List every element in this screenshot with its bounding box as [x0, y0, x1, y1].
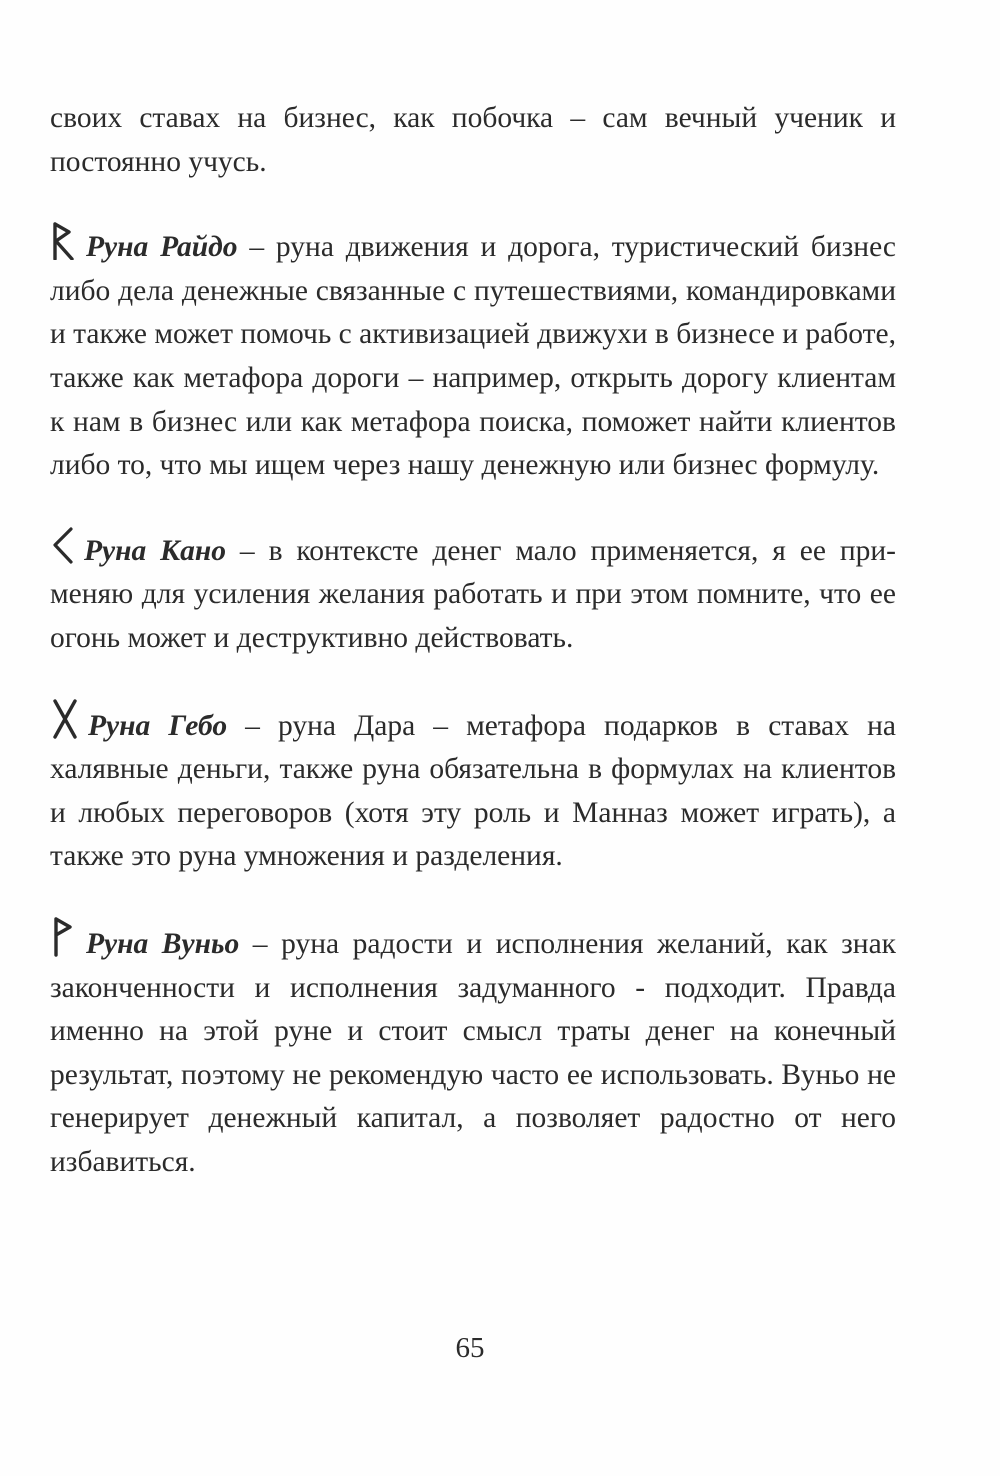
- wunjo-rune-description: – руна радости и исполнения желаний, как знак законченности и исполнения задуманного - подходит. Правда именно на этой руне и стоит смысл траты денег на конечный результат, поэтому не рекомендую часто ее использовать. Вуньо не генерирует денежный капитал, а позволяет радостно от него избавиться.: [50, 927, 897, 1178]
- raido-paragraph: [50, 222, 896, 488]
- raido-rune-description: – руна движения и дорога, туристический бизнес либо дела денежные связанные с путешествиями, командировками и также может помочь с активизацией движухи в бизнесе и работе, также как метафора дороги – например, открыть дорогу клиентам к нам в бизнес или как метафора поиска, поможет найти клиентов либо то, что мы ищем через нашу денежную или бизнес формулу.: [50, 231, 896, 482]
- raido-rune-icon: [50, 222, 78, 260]
- page-content: [50, 97, 896, 1222]
- kano-paragraph: [50, 526, 896, 661]
- raido-rune-name: Руна Райдо: [86, 231, 238, 264]
- gebo-rune-icon: [50, 699, 80, 739]
- wunjo-paragraph: [50, 917, 896, 1185]
- gebo-rune-name: Руна Гебо: [88, 709, 228, 742]
- kano-rune-name: Руна Кано: [84, 534, 227, 567]
- wunjo-rune-name: Руна Вуньо: [86, 927, 240, 960]
- page-number: 65: [455, 1332, 485, 1364]
- kano-rune-description: – в контексте денег мало применяется, я ее применяю для усиления желания работать и при этом помните, что ее огонь может и деструктивно действовать.: [50, 534, 896, 654]
- gebo-rune-description: – руна Дара – метафора подарков в ставах на халявные деньги, также руна обязательна в формулах на клиентов и любых переговоров (хотя эту роль и Манназ может играть), а также это руна умножения и разделения.: [50, 709, 897, 873]
- wunjo-rune-icon: [50, 917, 78, 957]
- intro-paragraph: своих ставах на бизнес, как побочка – сам вечный ученик и постоянно учусь.: [50, 102, 896, 178]
- gebo-paragraph: [50, 699, 896, 879]
- kano-rune-icon: [50, 526, 76, 564]
